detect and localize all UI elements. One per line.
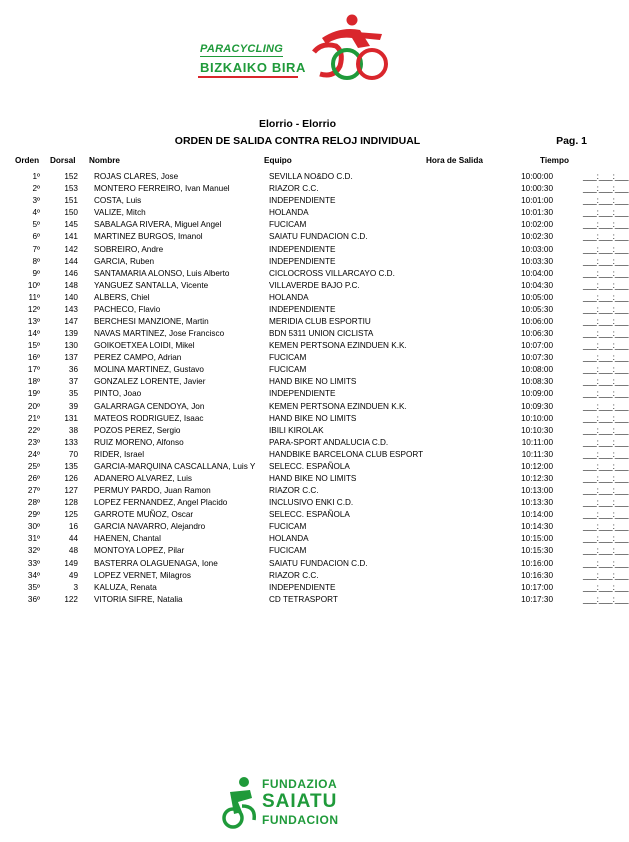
row-hora-salida: 10:07:00 bbox=[521, 341, 553, 351]
table-row bbox=[6, 243, 591, 255]
row-hora-salida: 10:16:00 bbox=[521, 558, 553, 568]
row-nombre: HAENEN, Chantal bbox=[94, 534, 161, 544]
row-orden: 20º bbox=[27, 401, 40, 411]
row-tiempo-blank: ___:___:___ bbox=[583, 498, 629, 508]
row-dorsal: 37 bbox=[68, 377, 78, 387]
row-nombre: ADANERO ALVAREZ, Luis bbox=[94, 473, 192, 483]
table-row bbox=[6, 509, 591, 521]
row-hora-salida: 10:08:00 bbox=[521, 365, 553, 375]
row-hora-salida: 10:04:30 bbox=[521, 280, 553, 290]
row-equipo: MERIDIA CLUB ESPORTIU bbox=[269, 316, 371, 326]
row-equipo: FUCICAM bbox=[269, 365, 307, 375]
table-row bbox=[6, 388, 591, 400]
row-nombre: YANGUEZ SANTALLA, Vicente bbox=[94, 280, 209, 290]
table-row bbox=[6, 545, 591, 557]
row-hora-salida: 10:14:00 bbox=[521, 510, 553, 520]
row-nombre: ROJAS CLARES, Jose bbox=[94, 172, 179, 182]
row-tiempo-blank: ___:___:___ bbox=[583, 208, 629, 218]
row-equipo: CICLOCROSS VILLARCAYO C.D. bbox=[269, 268, 395, 278]
table-row bbox=[6, 582, 591, 594]
row-hora-salida: 10:11:00 bbox=[521, 437, 553, 447]
row-equipo: KEMEN PERTSONA EZINDUEN K.K. bbox=[269, 341, 407, 351]
row-equipo: RIAZOR C.C. bbox=[269, 570, 319, 580]
row-equipo: FUCICAM bbox=[269, 522, 307, 532]
saiatu-cyclist-icon bbox=[220, 776, 260, 830]
row-orden: 33º bbox=[27, 558, 40, 568]
row-equipo: RIAZOR C.C. bbox=[269, 486, 319, 496]
row-hora-salida: 10:08:30 bbox=[521, 377, 553, 387]
table-row bbox=[6, 304, 591, 316]
row-tiempo-blank: ___:___:___ bbox=[583, 558, 629, 568]
row-equipo: HOLANDA bbox=[269, 534, 309, 544]
row-nombre: MATEOS RODRIGUEZ, Isaac bbox=[94, 413, 204, 423]
column-header-hora: Hora de Salida bbox=[426, 156, 483, 165]
row-tiempo-blank: ___:___:___ bbox=[583, 353, 629, 363]
row-tiempo-blank: ___:___:___ bbox=[583, 329, 629, 339]
row-orden: 10º bbox=[27, 280, 40, 290]
row-orden: 8º bbox=[32, 256, 40, 266]
row-dorsal: 149 bbox=[64, 558, 78, 568]
row-hora-salida: 10:10:30 bbox=[521, 425, 553, 435]
row-hora-salida: 10:15:00 bbox=[521, 534, 553, 544]
row-orden: 31º bbox=[27, 534, 40, 544]
row-orden: 16º bbox=[27, 353, 40, 363]
row-dorsal: 152 bbox=[64, 172, 78, 182]
row-dorsal: 143 bbox=[64, 304, 78, 314]
row-tiempo-blank: ___:___:___ bbox=[583, 582, 629, 592]
row-dorsal: 148 bbox=[64, 280, 78, 290]
row-equipo: SELECC. ESPAÑOLA bbox=[269, 461, 350, 471]
row-dorsal: 150 bbox=[64, 208, 78, 218]
page-number: Pag. 1 bbox=[556, 135, 587, 147]
row-nombre: MONTOYA LOPEZ, Pilar bbox=[94, 546, 185, 556]
row-orden: 9º bbox=[32, 268, 40, 278]
row-equipo: BDN 5311 UNION CICLISTA bbox=[269, 329, 374, 339]
row-nombre: NAVAS MARTINEZ, Jose Francisco bbox=[94, 329, 225, 339]
row-tiempo-blank: ___:___:___ bbox=[583, 461, 629, 471]
row-hora-salida: 10:12:30 bbox=[521, 473, 553, 483]
row-orden: 29º bbox=[27, 510, 40, 520]
row-hora-salida: 10:05:30 bbox=[521, 304, 553, 314]
paracycling-logo bbox=[196, 12, 406, 88]
table-row bbox=[6, 425, 591, 437]
row-tiempo-blank: ___:___:___ bbox=[583, 244, 629, 254]
row-tiempo-blank: ___:___:___ bbox=[583, 256, 629, 266]
logo-line-2: BIZKAIKO BIRA bbox=[200, 60, 307, 75]
row-orden: 5º bbox=[32, 220, 40, 230]
row-tiempo-blank: ___:___:___ bbox=[583, 473, 629, 483]
row-orden: 23º bbox=[27, 437, 40, 447]
row-orden: 17º bbox=[27, 365, 40, 375]
row-tiempo-blank: ___:___:___ bbox=[583, 594, 629, 604]
row-dorsal: 70 bbox=[68, 449, 78, 459]
table-row bbox=[6, 364, 591, 376]
row-orden: 30º bbox=[27, 522, 40, 532]
table-row bbox=[6, 533, 591, 545]
row-hora-salida: 10:10:00 bbox=[521, 413, 553, 423]
row-tiempo-blank: ___:___:___ bbox=[583, 522, 629, 532]
row-orden: 32º bbox=[27, 546, 40, 556]
row-nombre: SANTAMARIA ALONSO, Luis Alberto bbox=[94, 268, 230, 278]
column-header-tiempo: Tiempo bbox=[540, 156, 569, 165]
row-dorsal: 135 bbox=[64, 461, 78, 471]
row-orden: 19º bbox=[27, 389, 40, 399]
row-tiempo-blank: ___:___:___ bbox=[583, 268, 629, 278]
row-equipo: HANDBIKE BARCELONA CLUB ESPORT bbox=[269, 449, 424, 459]
row-hora-salida: 10:06:00 bbox=[521, 316, 553, 326]
row-dorsal: 3 bbox=[73, 582, 78, 592]
row-nombre: MARTINEZ BURGOS, Imanol bbox=[94, 232, 203, 242]
row-equipo: SELECC. ESPAÑOLA bbox=[269, 510, 350, 520]
table-row bbox=[6, 400, 591, 412]
row-dorsal: 141 bbox=[64, 232, 78, 242]
row-dorsal: 140 bbox=[64, 292, 78, 302]
row-equipo: INDEPENDIENTE bbox=[269, 389, 336, 399]
stage-location: Elorrio - Elorrio bbox=[258, 118, 336, 130]
row-dorsal: 125 bbox=[64, 510, 78, 520]
row-hora-salida: 10:13:00 bbox=[521, 486, 553, 496]
row-orden: 6º bbox=[32, 232, 40, 242]
row-equipo: INDEPENDIENTE bbox=[269, 196, 336, 206]
row-orden: 15º bbox=[27, 341, 40, 351]
start-order-rows bbox=[6, 171, 629, 606]
row-tiempo-blank: ___:___:___ bbox=[583, 280, 629, 290]
row-hora-salida: 10:02:30 bbox=[521, 232, 553, 242]
row-dorsal: 153 bbox=[64, 184, 78, 194]
row-equipo: FUCICAM bbox=[269, 353, 307, 363]
row-tiempo-blank: ___:___:___ bbox=[583, 232, 629, 242]
row-dorsal: 49 bbox=[68, 570, 78, 580]
row-nombre: MOLINA MARTINEZ, Gustavo bbox=[94, 365, 204, 375]
row-nombre: GARROTE MUÑOZ, Oscar bbox=[94, 510, 194, 520]
row-hora-salida: 10:04:00 bbox=[521, 268, 553, 278]
row-nombre: LOPEZ FERNANDEZ, Angel Placido bbox=[94, 498, 228, 508]
column-header-dorsal: Dorsal bbox=[50, 156, 76, 165]
table-row bbox=[6, 316, 591, 328]
row-dorsal: 133 bbox=[64, 437, 78, 447]
row-nombre: VITORIA SIFRE, Natalia bbox=[94, 594, 183, 604]
row-orden: 35º bbox=[27, 582, 40, 592]
row-equipo: INDEPENDIENTE bbox=[269, 256, 336, 266]
table-row bbox=[6, 256, 591, 268]
row-tiempo-blank: ___:___:___ bbox=[583, 437, 629, 447]
row-nombre: GOIKOETXEA LOIDI, Mikel bbox=[94, 341, 195, 351]
row-equipo: VILLAVERDE BAJO P.C. bbox=[269, 280, 360, 290]
table-row bbox=[6, 521, 591, 533]
footer-line-3: FUNDACION bbox=[262, 813, 339, 827]
table-row bbox=[6, 219, 591, 231]
column-header-orden: Orden bbox=[15, 156, 40, 165]
row-nombre: PACHECO, Flavio bbox=[94, 304, 161, 314]
row-orden: 3º bbox=[32, 196, 40, 206]
row-orden: 25º bbox=[27, 461, 40, 471]
row-orden: 7º bbox=[32, 244, 40, 254]
row-tiempo-blank: ___:___:___ bbox=[583, 220, 629, 230]
row-tiempo-blank: ___:___:___ bbox=[583, 401, 629, 411]
table-row bbox=[6, 340, 591, 352]
row-orden: 34º bbox=[27, 570, 40, 580]
cyclist-logo-icon bbox=[300, 12, 400, 88]
row-equipo: INDEPENDIENTE bbox=[269, 244, 336, 254]
row-equipo: HOLANDA bbox=[269, 208, 309, 218]
row-hora-salida: 10:11:30 bbox=[521, 449, 553, 459]
row-nombre: BERCHESI MANZIONE, Martin bbox=[94, 316, 209, 326]
row-orden: 36º bbox=[27, 594, 40, 604]
table-row bbox=[6, 497, 591, 509]
row-dorsal: 147 bbox=[64, 316, 78, 326]
row-dorsal: 139 bbox=[64, 329, 78, 339]
row-dorsal: 35 bbox=[68, 389, 78, 399]
logo-line-1: PARACYCLING bbox=[200, 43, 284, 55]
row-tiempo-blank: ___:___:___ bbox=[583, 341, 629, 351]
table-row bbox=[6, 461, 591, 473]
footer-line-1: FUNDAZIOA bbox=[262, 777, 338, 791]
saiatu-footer-logo bbox=[220, 774, 380, 830]
table-row bbox=[6, 376, 591, 388]
row-equipo: HAND BIKE NO LIMITS bbox=[269, 377, 357, 387]
row-hora-salida: 10:15:30 bbox=[521, 546, 553, 556]
row-hora-salida: 10:14:30 bbox=[521, 522, 553, 532]
row-nombre: GALARRAGA CENDOYA, Jon bbox=[94, 401, 205, 411]
row-orden: 13º bbox=[27, 316, 40, 326]
row-tiempo-blank: ___:___:___ bbox=[583, 510, 629, 520]
row-nombre: RUIZ MORENO, Alfonso bbox=[94, 437, 184, 447]
row-dorsal: 38 bbox=[68, 425, 78, 435]
row-equipo: HAND BIKE NO LIMITS bbox=[269, 413, 357, 423]
row-nombre: ALBERS, Chiel bbox=[94, 292, 150, 302]
table-row bbox=[6, 292, 591, 304]
logo-underline bbox=[198, 76, 298, 78]
row-tiempo-blank: ___:___:___ bbox=[583, 172, 629, 182]
row-orden: 26º bbox=[27, 473, 40, 483]
row-equipo: CD TETRASPORT bbox=[269, 594, 338, 604]
row-tiempo-blank: ___:___:___ bbox=[583, 292, 629, 302]
row-equipo: IBILI KIROLAK bbox=[269, 425, 324, 435]
row-hora-salida: 10:03:30 bbox=[521, 256, 553, 266]
row-orden: 18º bbox=[27, 377, 40, 387]
row-hora-salida: 10:09:00 bbox=[521, 389, 553, 399]
table-row bbox=[6, 570, 591, 582]
row-equipo: FUCICAM bbox=[269, 220, 307, 230]
row-dorsal: 145 bbox=[64, 220, 78, 230]
table-row bbox=[6, 437, 591, 449]
row-orden: 2º bbox=[32, 184, 40, 194]
row-nombre: BASTERRA OLAGUENAGA, Ione bbox=[94, 558, 218, 568]
row-hora-salida: 10:03:00 bbox=[521, 244, 553, 254]
row-nombre: GARCIA NAVARRO, Alejandro bbox=[94, 522, 206, 532]
row-dorsal: 131 bbox=[64, 413, 78, 423]
row-tiempo-blank: ___:___:___ bbox=[583, 534, 629, 544]
table-row bbox=[6, 280, 591, 292]
row-nombre: PINTO, Joao bbox=[94, 389, 142, 399]
row-orden: 1º bbox=[32, 172, 40, 182]
row-hora-salida: 10:17:00 bbox=[521, 582, 553, 592]
row-tiempo-blank: ___:___:___ bbox=[583, 486, 629, 496]
row-equipo: RIAZOR C.C. bbox=[269, 184, 319, 194]
row-equipo: SAIATU FUNDACION C.D. bbox=[269, 232, 368, 242]
row-hora-salida: 10:17:30 bbox=[521, 594, 553, 604]
table-row bbox=[6, 413, 591, 425]
row-hora-salida: 10:07:30 bbox=[521, 353, 553, 363]
row-nombre: PEREZ CAMPO, Adrian bbox=[94, 353, 182, 363]
row-hora-salida: 10:01:00 bbox=[521, 196, 553, 206]
row-equipo: SEVILLA NO&DO C.D. bbox=[269, 172, 353, 182]
table-row bbox=[6, 473, 591, 485]
row-dorsal: 137 bbox=[64, 353, 78, 363]
row-dorsal: 146 bbox=[64, 268, 78, 278]
row-nombre: LOPEZ VERNET, Milagros bbox=[94, 570, 191, 580]
row-tiempo-blank: ___:___:___ bbox=[583, 365, 629, 375]
row-equipo: INDEPENDIENTE bbox=[269, 582, 336, 592]
row-orden: 22º bbox=[27, 425, 40, 435]
row-hora-salida: 10:06:30 bbox=[521, 329, 553, 339]
row-dorsal: 126 bbox=[64, 473, 78, 483]
row-equipo: HAND BIKE NO LIMITS bbox=[269, 473, 357, 483]
row-nombre: VALIZE, Mitch bbox=[94, 208, 146, 218]
row-hora-salida: 10:02:00 bbox=[521, 220, 553, 230]
table-row bbox=[6, 328, 591, 340]
row-hora-salida: 10:01:30 bbox=[521, 208, 553, 218]
row-nombre: POZOS PEREZ, Sergio bbox=[94, 425, 181, 435]
row-dorsal: 39 bbox=[68, 401, 78, 411]
row-equipo: HOLANDA bbox=[269, 292, 309, 302]
row-equipo: PARA-SPORT ANDALUCIA C.D. bbox=[269, 437, 389, 447]
row-dorsal: 128 bbox=[64, 498, 78, 508]
column-header-nombre: Nombre bbox=[89, 156, 120, 165]
row-tiempo-blank: ___:___:___ bbox=[583, 389, 629, 399]
row-tiempo-blank: ___:___:___ bbox=[583, 413, 629, 423]
footer-line-2: SAIATU bbox=[262, 791, 338, 812]
column-header-equipo: Equipo bbox=[264, 156, 292, 165]
row-hora-salida: 10:12:00 bbox=[521, 461, 553, 471]
table-row bbox=[6, 207, 591, 219]
row-dorsal: 16 bbox=[68, 522, 78, 532]
table-row bbox=[6, 558, 591, 570]
row-dorsal: 130 bbox=[64, 341, 78, 351]
row-dorsal: 44 bbox=[68, 534, 78, 544]
row-orden: 24º bbox=[27, 449, 40, 459]
table-row bbox=[6, 594, 591, 606]
table-row bbox=[6, 171, 591, 183]
table-row bbox=[6, 352, 591, 364]
row-tiempo-blank: ___:___:___ bbox=[583, 304, 629, 314]
row-nombre: GARCIA, Ruben bbox=[94, 256, 155, 266]
row-hora-salida: 10:05:00 bbox=[521, 292, 553, 302]
row-nombre: GONZALEZ LORENTE, Javier bbox=[94, 377, 206, 387]
row-equipo: KEMEN PERTSONA EZINDUEN K.K. bbox=[269, 401, 407, 411]
row-hora-salida: 10:09:30 bbox=[521, 401, 553, 411]
row-tiempo-blank: ___:___:___ bbox=[583, 316, 629, 326]
document-title: ORDEN DE SALIDA CONTRA RELOJ INDIVIDUAL bbox=[174, 135, 421, 147]
row-dorsal: 127 bbox=[64, 486, 78, 496]
table-row bbox=[6, 268, 591, 280]
row-equipo: INCLUSIVO ENKI C.D. bbox=[269, 498, 354, 508]
row-orden: 12º bbox=[27, 304, 40, 314]
table-row bbox=[6, 231, 591, 243]
row-nombre: PERMUY PARDO, Juan Ramon bbox=[94, 486, 211, 496]
row-hora-salida: 10:00:00 bbox=[521, 172, 553, 182]
row-tiempo-blank: ___:___:___ bbox=[583, 377, 629, 387]
row-nombre: KALUZA, Renata bbox=[94, 582, 157, 592]
row-tiempo-blank: ___:___:___ bbox=[583, 570, 629, 580]
row-nombre: GARCIA-MARQUINA CASCALLANA, Luis Y bbox=[94, 461, 256, 471]
row-orden: 4º bbox=[32, 208, 40, 218]
row-dorsal: 36 bbox=[68, 365, 78, 375]
row-orden: 28º bbox=[27, 498, 40, 508]
table-row bbox=[6, 195, 591, 207]
row-orden: 21º bbox=[27, 413, 40, 423]
start-order-table bbox=[6, 171, 629, 606]
row-tiempo-blank: ___:___:___ bbox=[583, 449, 629, 459]
row-nombre: MONTERO FERREIRO, Ivan Manuel bbox=[94, 184, 230, 194]
table-row bbox=[6, 449, 591, 461]
row-orden: 14º bbox=[27, 329, 40, 339]
row-tiempo-blank: ___:___:___ bbox=[583, 425, 629, 435]
row-equipo: INDEPENDIENTE bbox=[269, 304, 336, 314]
row-equipo: FUCICAM bbox=[269, 546, 307, 556]
row-nombre: SOBREIRO, Andre bbox=[94, 244, 164, 254]
row-dorsal: 122 bbox=[64, 594, 78, 604]
row-tiempo-blank: ___:___:___ bbox=[583, 546, 629, 556]
row-dorsal: 151 bbox=[64, 196, 78, 206]
row-orden: 27º bbox=[27, 486, 40, 496]
row-orden: 11º bbox=[28, 292, 40, 302]
row-nombre: COSTA, Luis bbox=[94, 196, 142, 206]
row-hora-salida: 10:16:30 bbox=[521, 570, 553, 580]
row-nombre: RIDER, Israel bbox=[94, 449, 145, 459]
row-nombre: SABALAGA RIVERA, Miguel Angel bbox=[94, 220, 222, 230]
row-dorsal: 144 bbox=[64, 256, 78, 266]
row-dorsal: 48 bbox=[68, 546, 78, 556]
table-row bbox=[6, 183, 591, 195]
row-tiempo-blank: ___:___:___ bbox=[583, 196, 629, 206]
row-equipo: SAIATU FUNDACION C.D. bbox=[269, 558, 368, 568]
row-tiempo-blank: ___:___:___ bbox=[583, 184, 629, 194]
row-hora-salida: 10:13:30 bbox=[521, 498, 553, 508]
table-row bbox=[6, 485, 591, 497]
row-hora-salida: 10:00:30 bbox=[521, 184, 553, 194]
row-dorsal: 142 bbox=[64, 244, 78, 254]
